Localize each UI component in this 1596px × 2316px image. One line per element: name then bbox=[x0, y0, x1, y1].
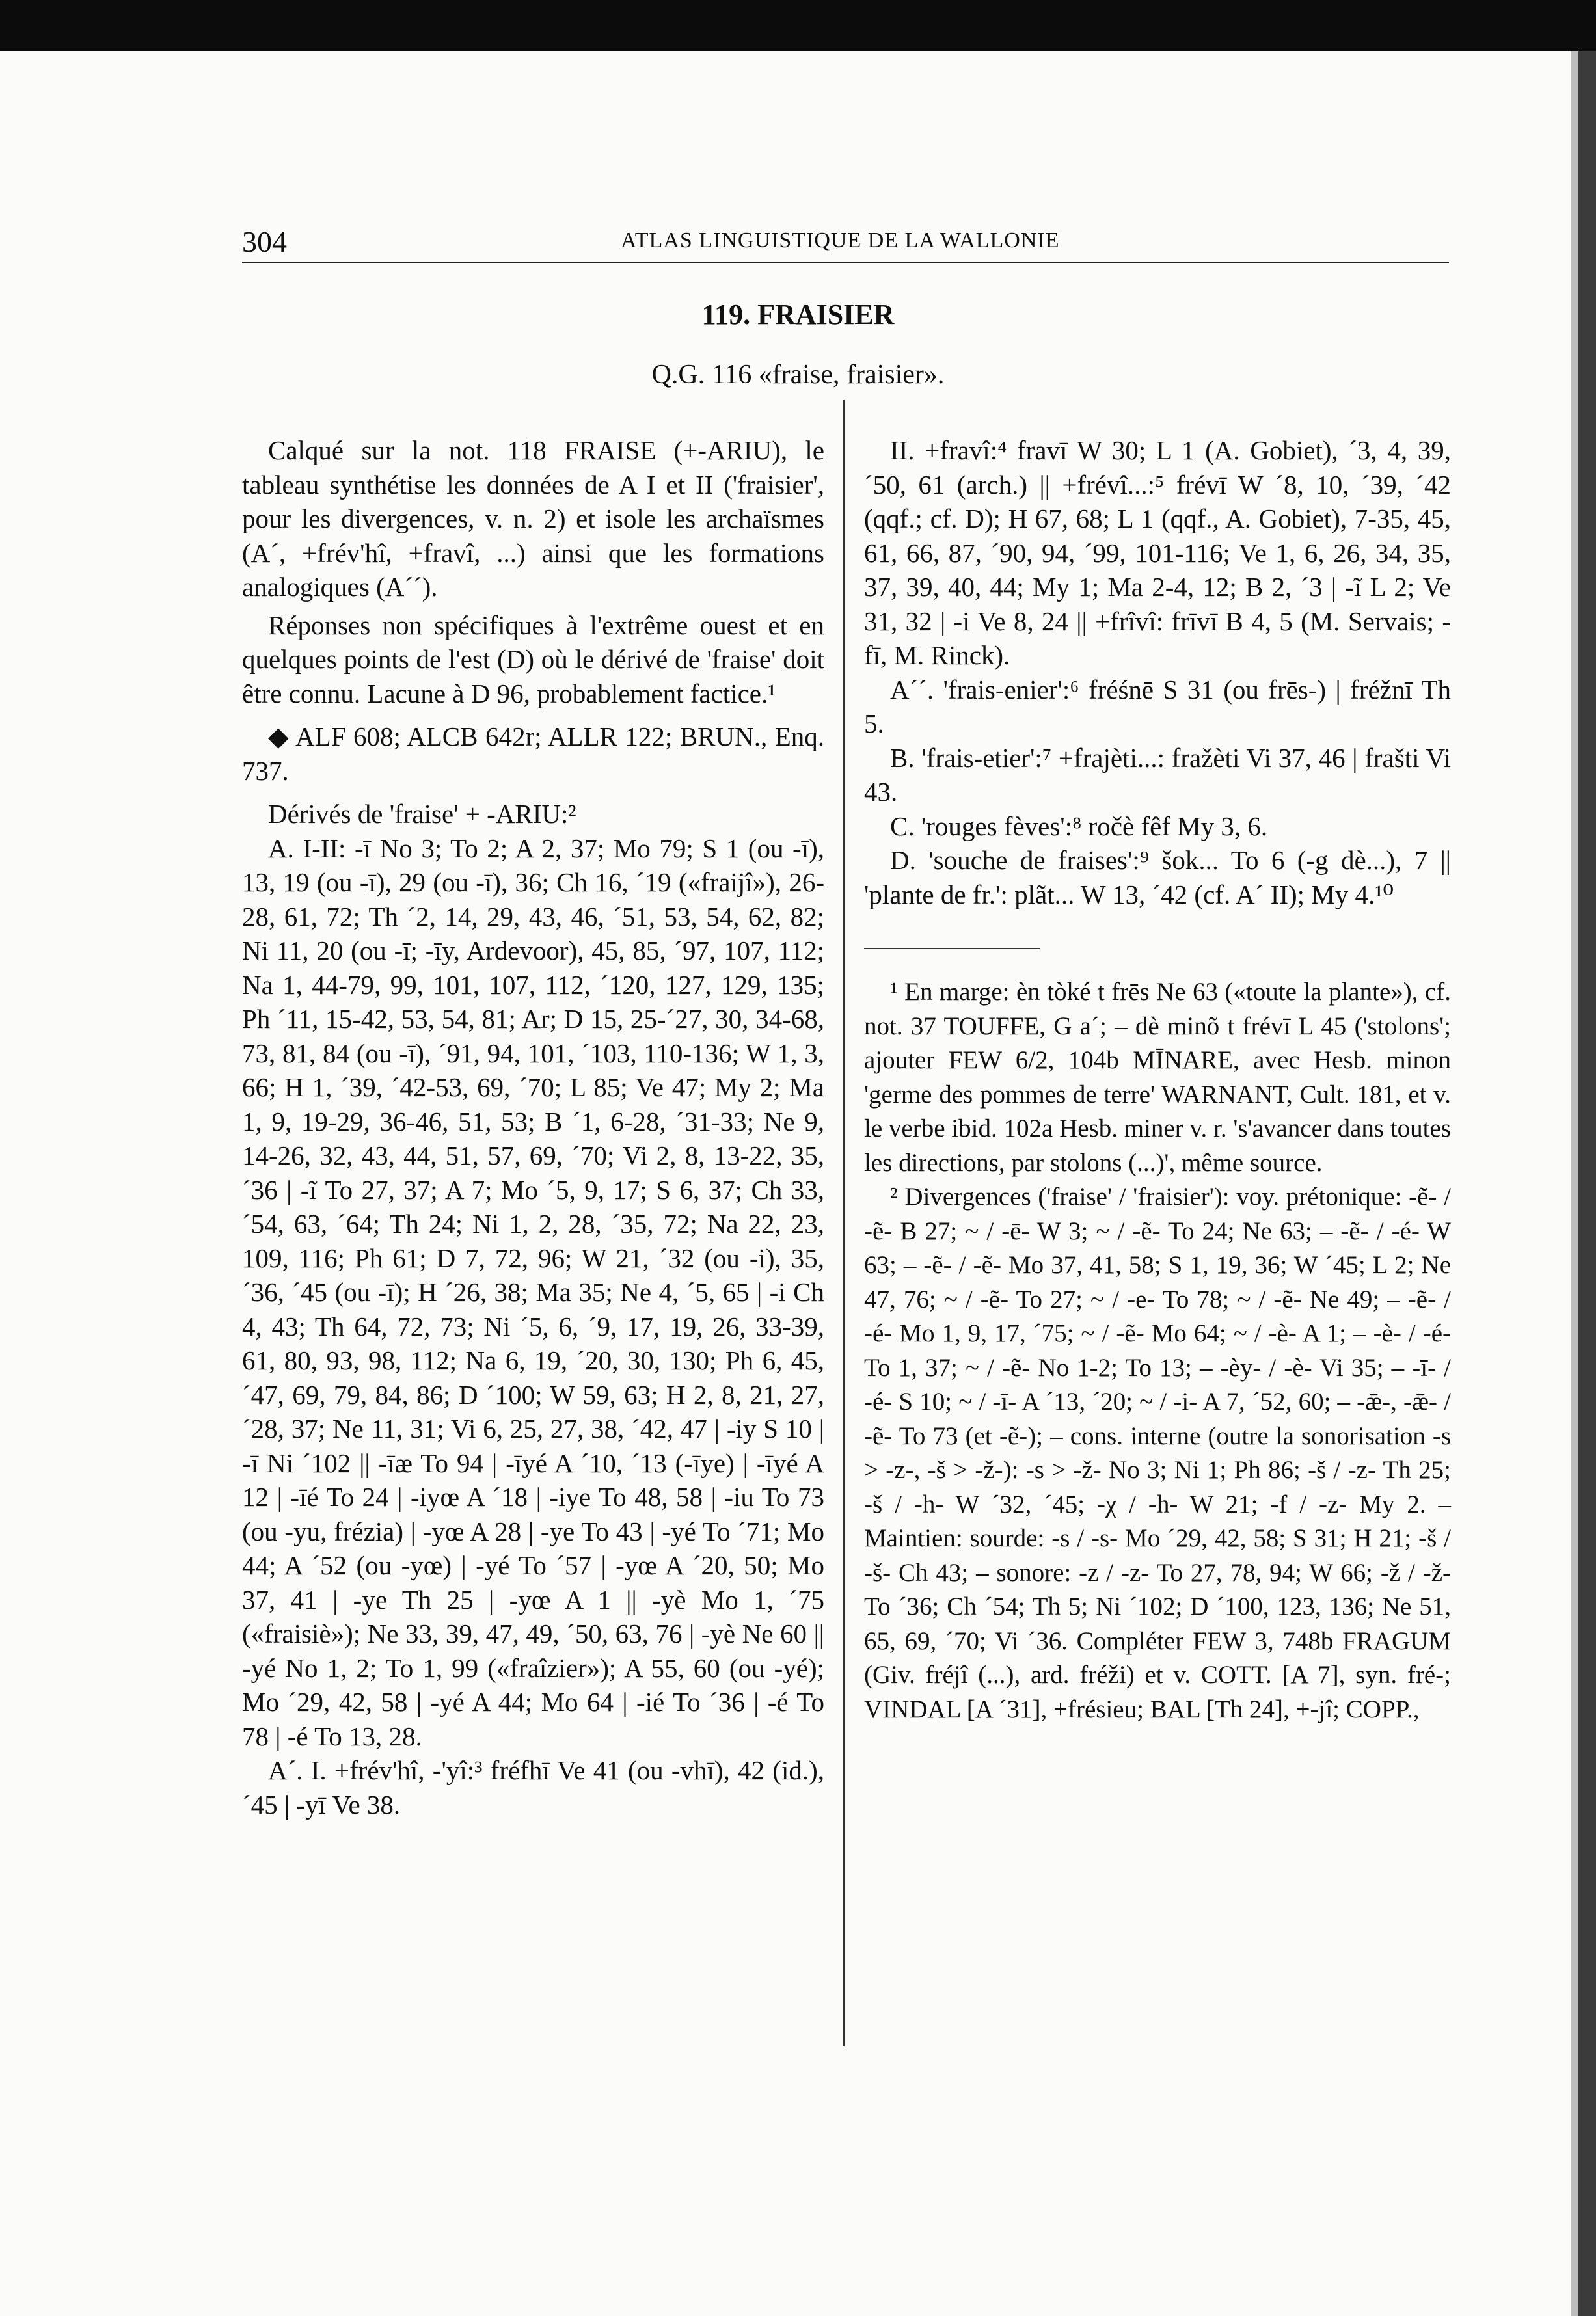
question-reference: Q.G. 116 «fraise, fraisier». bbox=[651, 360, 945, 390]
section-b: B. 'frais-etier':⁷ +frajèti...: fražèti Vi 37, 46 | frašti Vi 43. bbox=[864, 742, 1451, 807]
section-a-prime-list: A´. I. +frév'hî, -'yî:³ fréfhī Ve 41 (ou -vhī), 42 (id.), ´45 | -yī Ve 38. bbox=[242, 1755, 824, 1820]
column-divider bbox=[843, 400, 845, 2046]
intro-paragraph: Calqué sur la not. 118 FRAISE (+-ARIU), le tableau synthétise les données de A I et II ('fraisier', pour les divergences, v. n. 2) et isole les archaïsmes (A´, +frév'hî, +fravî, ...) ainsi que les formations analogiques (A´´). bbox=[242, 435, 824, 602]
right-column bbox=[864, 433, 1451, 1727]
header-rule bbox=[242, 262, 1449, 263]
footnote-2: ² Divergences ('fraise' / 'fraisier'): voy. prétonique: -ẽ- / -ẽ- B 27; ~ / -ē- W 3; ~ / -ẽ- To 24; Ne 63; – -ẽ- / -é- W 63; – -ẽ- / -ẽ- Mo 37, 41, 58; S 1, 19, 36; W ´45; L 2; Ne 47, 76; ~ / -ẽ- To 27; ~ / -e- To 78; ~ / -ẽ- Ne 49; – -ẽ- / -é- Mo 1, 9, 17, ´75; ~ / -ẽ- Mo 64; ~ / -è- A 1; – -è- / -é- To 1, 37; ~ / -ẽ- No 1-2; To 13; – -èy- / -è- Vi 35; – -ī- / -é- S 10; ~ / -ī- A ´13, ´20; ~ / -i- A 7, ´52, 60; – -ǣ-, -ǣ- / -ẽ- To 73 (et -ẽ-); – cons. interne (outre la sonorisation -s > -z-, -š > -ž-): -s > -ž- No 3; Ni 1; Ph 86; -š / -z- Th 25; -š / -h- W ´32, ´45; -χ / -h- W 21; -f / -z- My 2. – Maintien: sourde: -s / -s- Mo ´29, 42, 58; S 31; H 21; -š / -š- Ch 43; – sonore: -z / -z- To 27, 78, 94; W 66; -ž / -ž- To ´36; Ch ´54; Th 5; Ni ´102; D ´100, 123, 136; Ne 51, 65, 69, ´70; Vi ´36. Compléter FEW 3, 748b FRAGUM (Giv. fréjî (...), ard. fréži) et v. COTT. [A 7], syn. fré-; VINDAL [A ´31], +frésieu; BAL [Th 24], +-jî; COPP., bbox=[864, 1183, 1451, 1723]
section-a-list: A. I-II: -ī No 3; To 2; A 2, 37; Mo 79; S 1 (ou -ī), 13, 19 (ou -ī), 29 (ou -ī), 36; Ch 16, ´19 («fraijî»), 26-28, 61, 72; Th ´2, 14, 29, 43, 46, ´51, 53, 54, 62, 82; Ni 11, 20 (ou -ī; -īy, Ardevoor), 45, 85, ´97, 107, 112; Na 1, 44-79, 99, 101, 107, 112, ´120, 127, 129, 135; Ph ´11, 15-42, 53, 54, 81; Ar; D 15, 25-´27, 30, 34-68, 73, 81, 84 (ou -ī), ´91, 94, 101, ´103, 110-136; W 1, 3, 66; H 1, ´39, ´42-53, 69, ´70; L 85; Ve 47; My 2; Ma 1, 9, 19-29, 36-46, 51, 53; B ´1, 6-28, ´31-33; Ne 9, 14-26, 32, 43, 44, 51, 57, 69, ´70; Vi 2, 8, 13-22, 35, ´36 | -ĩ To 27, 37; A 7; Mo ´5, 9, 17; S 6, 37; Ch 33, ´54, 63, ´64; Th 24; Ni 1, 2, 28, ´35, 72; Na 22, 23, 109, 116; Ph 61; D 7, 72, 96; W 21, ´32 (ou -i), 35, ´36, ´45 (ou -ī); H ´26, 38; Ma 35; Ne 4, ´5, 65 | -i Ch 4, 43; Th 64, 72, 73; Ni ´5, 6, ´9, 17, 19, 26, 33-39, 61, 80, 93, 98, 112; Na 6, 19, ´20, 30, 130; Ph 6, 45, ´47, 69, 79, 84, 86; D ´100; W 59, 63; H 2, 8, 21, 27, ´28, 37; Ne 11, 31; Vi 6, 25, 27, 38, ´42, 47 | -iy S 10 | -ī Ni ´102 || -īæ To 94 | -īyé A ´10, ´13 (-īye) | -īyé A 12 | -īé To 24 | -iyœ A ´18 | -iye To 48, 58 | -iu To 73 (ou -yu, frézia) | -yœ A 28 | -ye To 43 | -yé To ´71; Mo 44; A ´52 (ou -yœ) | -yé To ´57 | -yœ A ´20, 50; Mo 37, 41 | -ye Th 25 | -yœ A 1 || -yè Mo 1, ´75 («fraisiè»); Ne 33, 39, 47, 49, ´50, 63, 76 | -yè Ne 60 || -yé No 1, 2; To 1, 99 («fraîzier»); A 55, 60 (ou -yé); Mo ´29, 42, 58 | -yé A 44; Mo 64 | -ié To ´36 | -é To 78 | -é To 13, 28. bbox=[242, 833, 824, 1751]
references-paragraph: ◆ ALF 608; ALCB 642r; ALLR 122; BRUN., Enq. 737. bbox=[242, 721, 824, 786]
section-a-prime-ii: II. +fravî:⁴ fravī W 30; L 1 (A. Gobiet), ´3, 4, 39, ´50, 61 (arch.) || +frévî...:⁵ frévī W ´8, 10, ´39, ´42 (qqf.; cf. D); H 67, 68; L 1 (qqf., A. Gobiet), 7-35, 45, 61, 66, 87, ´90, 94, ´99, 101-116; Ve 1, 6, 26, 34, 35, 37, 39, 40, 44; My 1; Ma 2-4, 12; B 2, ´3 | -ĩ L 2; Ve 31, 32 | -i Ve 8, 24 || +frîvî: frīvī B 4, 5 (M. Servais; -fī, M. Rinck). bbox=[864, 435, 1451, 670]
derivatives-heading: Dérivés de 'fraise' + -ARIU:² bbox=[268, 799, 576, 829]
article-title: 119. FRAISIER bbox=[701, 299, 895, 330]
footnote-separator bbox=[864, 948, 1040, 949]
footnote-1: ¹ En marge: èn tòké t frēs Ne 63 («toute la plante»), cf. not. 37 TOUFFE, G a´; – dè minõ t frévī L 45 ('stolons'; ajouter FEW 6/2, 104b MĪNARE, avec Hesb. minon 'germe des pommes de terre' WARNANT, Cult. 181, et v. le verbe ibid. 102a Hesb. miner v. r. 's'avancer dans toutes les directions, par stolons (...)', même source. bbox=[864, 978, 1451, 1177]
running-head: ATLAS LINGUISTIQUE DE LA WALLONIE bbox=[621, 228, 1060, 252]
left-column bbox=[242, 433, 824, 1822]
responses-paragraph: Réponses non spécifiques à l'extrême ouest et en quelques points de l'est (D) où le dérivé de 'fraise' doit être connu. Lacune à D 96, probablement factice.¹ bbox=[242, 610, 824, 708]
section-d: D. 'souche de fraises':⁹ šok... To 6 (-g dè...), 7 || 'plante de fr.': plãt... W 13, ´42 (cf. A´ II); My 4.¹⁰ bbox=[864, 845, 1451, 909]
section-a-double-prime: A´´. 'frais-enier':⁶ fréśnē S 31 (ou frēs-) | fréžnī Th 5. bbox=[864, 674, 1451, 738]
scan-right-shadow bbox=[1571, 51, 1578, 2316]
scan-right-border bbox=[1578, 51, 1596, 2316]
page-number: 304 bbox=[242, 225, 287, 258]
scan-top-border bbox=[0, 0, 1596, 51]
section-c: C. 'rouges fèves':⁸ ročè fêf My 3, 6. bbox=[890, 811, 1268, 841]
